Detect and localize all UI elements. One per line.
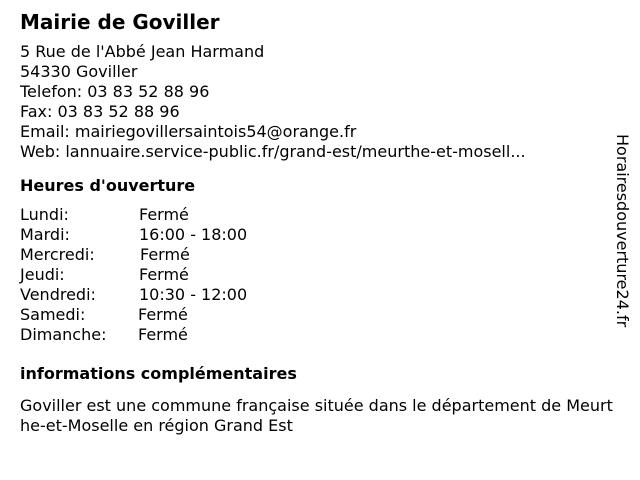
time-value: 16:00 - 18:00 [139,225,248,244]
info-text: Goviller est une commune française située dans le département de Meurthe-et-Moselle en région Grand Est [20,396,613,435]
day-label: Dimanche: [20,325,107,344]
time-value: Fermé [138,325,188,344]
fax-text: Fax: 03 83 52 88 96 [20,102,180,121]
time-value: Fermé [139,265,189,284]
info-heading: informations complémentaires [20,364,297,383]
web-text: Web: lannuaire.service-public.fr/grand-est/meurthe-et-mosell... [20,142,526,161]
hours-row-thursday [20,265,620,285]
address-street: 5 Rue de l'Abbé Jean Harmand [20,42,265,61]
day-label: Samedi: [20,305,86,324]
hours-heading: Heures d'ouverture [20,176,196,195]
brand-watermark: Horairesdouverture24.fr [613,134,632,328]
hours-row-saturday [20,305,620,325]
day-label: Mardi: [20,225,70,244]
time-value: Fermé [139,205,189,224]
address-city: 54330 Goviller [20,62,138,81]
day-label: Jeudi: [20,265,65,284]
hours-row-monday [20,205,620,225]
phone-text: Telefon: 03 83 52 88 96 [20,82,210,101]
hours-row-friday [20,285,620,305]
hours-row-tuesday [20,225,620,245]
business-card [20,8,620,436]
time-value: Fermé [138,305,188,324]
page-title: Mairie de Goviller [20,10,220,34]
day-label: Vendredi: [20,285,96,304]
hours-row-wednesday [20,245,620,265]
day-label: Lundi: [20,205,69,224]
email-text: Email: mairiegovillersaintois54@orange.fr [20,122,357,141]
time-value: Fermé [140,245,190,264]
time-value: 10:30 - 12:00 [139,285,248,304]
hours-row-sunday [20,325,620,345]
day-label: Mercredi: [20,245,95,264]
